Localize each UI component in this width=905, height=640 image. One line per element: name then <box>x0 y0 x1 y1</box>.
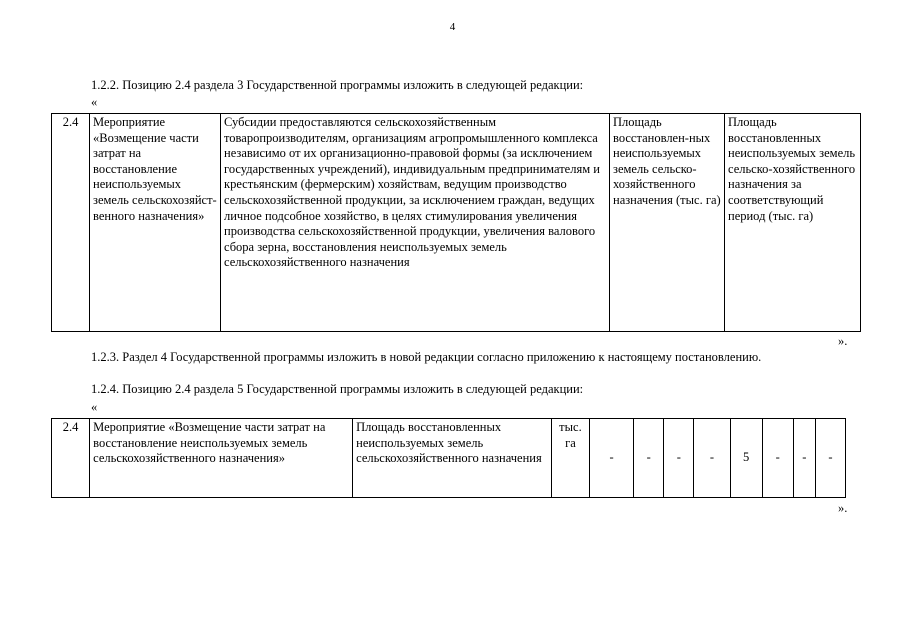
table-section-3 <box>51 113 861 332</box>
cell-indicator: Площадь восстановленных неиспользуемых земель сельскохозяйственного назначения <box>353 419 552 498</box>
cell-value: - <box>762 419 793 498</box>
cell-description: Субсидии предоставляются сельскохозяйственным товаропроизводителям, организациям агропромышленного комплекса независимо от их организационно-правовой формы (за исключением государственных учреждений), индивидуальным предпринимателям и крестьянским (фермерским) хозяйствам, ведущим производство сельскохозяйственной продукции, за исключением граждан, ведущих личное подсобное хозяйство, в целях стимулирования увеличения производства сельскохозяйственной продукции, увеличения валового сбора зерна, восстановления неиспользуемых земель сельскохозяйственного назначения <box>221 114 610 332</box>
page-number: 4 <box>449 21 456 33</box>
quote-close-2: ». <box>838 501 848 515</box>
cell-measure: Мероприятие «Возмещение части затрат на восстановление неиспользуемых земель сельскохозяйственного назначения» <box>90 419 353 498</box>
cell-value: - <box>634 419 664 498</box>
cell-value: - <box>815 419 845 498</box>
cell-number: 2.4 <box>52 114 90 332</box>
cell-value: - <box>694 419 730 498</box>
quote-close-1: ». <box>838 334 848 348</box>
paragraph-1-2-4: 1.2.4. Позицию 2.4 раздела 5 Государственной программы изложить в следующей редакции: <box>91 382 584 396</box>
paragraph-1-2-3: 1.2.3. Раздел 4 Государственной программы изложить в новой редакции согласно приложению к настоящему постановлению. <box>91 350 762 364</box>
table-row <box>52 419 846 498</box>
paragraph-1-2-2: 1.2.2. Позицию 2.4 раздела 3 Государственной программы изложить в следующей редакции: <box>91 78 584 92</box>
cell-value: - <box>793 419 815 498</box>
quote-open-2: « <box>91 400 98 414</box>
cell-indicator-2: Площадь восстановленных неиспользуемых земель сельско-хозяйственного назначения за соответствующий период (тыс. га) <box>725 114 861 332</box>
cell-measure: Мероприятие «Возмещение части затрат на восстановление неиспользуемых земель сельскохозяйст-венного назначения» <box>90 114 221 332</box>
cell-value: - <box>590 419 634 498</box>
table-section-5 <box>51 418 846 498</box>
quote-open-1: « <box>91 95 98 109</box>
cell-indicator-1: Площадь восстановлен-ных неиспользуемых земель сельско-хозяйственного назначения (тыс. га) <box>610 114 725 332</box>
cell-value: - <box>664 419 694 498</box>
cell-value: 5 <box>730 419 762 498</box>
table-row <box>52 114 861 332</box>
cell-number: 2.4 <box>52 419 90 498</box>
cell-unit: тыс. га <box>551 419 589 498</box>
